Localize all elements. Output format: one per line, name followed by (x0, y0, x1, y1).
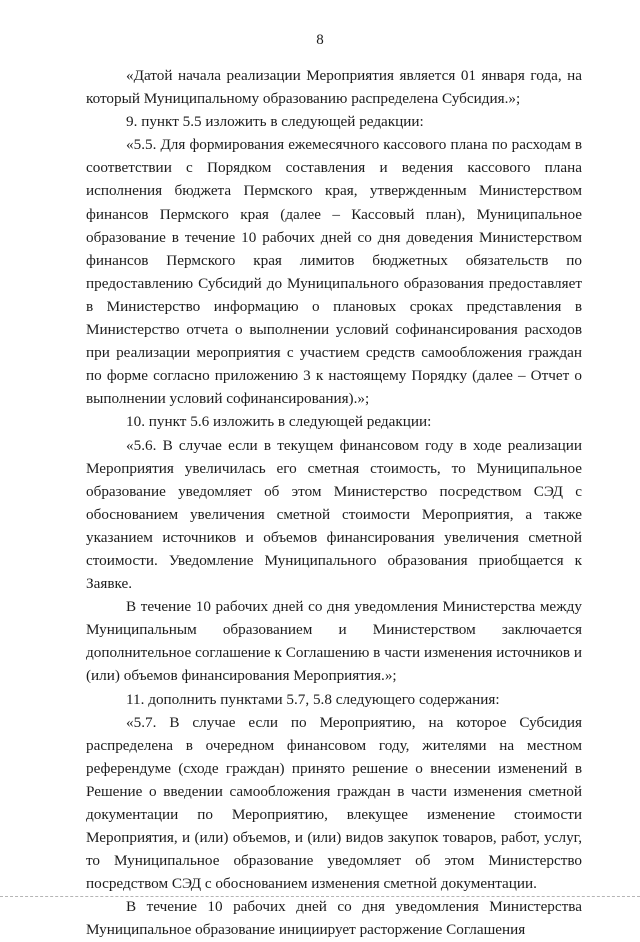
paragraph-clause-5-5: «5.5. Для формирования ежемесячного кассового плана по расходам в соответствии с Порядком составления и ведения кассового плана исполнения бюджета Пермского края, утвержденным Министерством финансов Пермского края (далее – Кассовый план), Муниципальное образование в течение 10 рабочих дней со дня доведения Министерством финансов Пермского края лимитов бюджетных обязательств по предоставлению Субсидий до Муниципального образования предоставляет в Министерство информацию о плановых сроках представления в Министерство отчета о выполнении условий софинансирования расходов при реализации мероприятия с участием средств самообложения граждан по форме согласно приложению 3 к настоящему Порядку (далее – Отчет о выполнении условий софинансирования).»; (86, 136, 582, 408)
paragraph-termination: В течение 10 рабочих дней со дня уведомления Министерства Муниципальное образование инициирует расторжение Соглашения (86, 898, 582, 939)
paragraph-clause-5-7: «5.7. В случае если по Мероприятию, на которое Субсидия распределена в очередном финансовом году, жителями на местном референдуме (сходе граждан) принято решение о внесении изменений в Решение о введении самообложения граждан в части изменения сметной документации по Мероприятию, влекущее изменение стоимости Мероприятия, и (или) объемов, и (или) видов закупок товаров, работ, услуг, то Муниципальное образование уведомляет об этом Министерство посредством СЭД с обоснованием изменения сметной документации. (86, 713, 582, 893)
page-number: 8 (316, 32, 324, 48)
document-body (86, 64, 582, 942)
paragraph-item-11-heading: 11. дополнить пунктами 5.7, 5.8 следующего содержания: (126, 690, 500, 708)
scan-edge-divider (0, 896, 640, 897)
paragraph-clause-5-6: «5.6. В случае если в текущем финансовом году в ходе реализации Мероприятия увеличилась его сметная стоимость, то Муниципальное образование уведомляет об этом Министерство посредством СЭД с обоснованием увеличения сметной стоимости Мероприятия, а также указанием источников и объемов финансирования увеличения сметной стоимости. Уведомление Муниципального образования приобщается к Заявке. (86, 436, 582, 593)
paragraph-subsidy-start-date: «Датой начала реализации Мероприятия является 01 января года, на который Муниципальному образованию распределена Субсидия.»; (86, 67, 582, 108)
paragraph-item-9-heading: 9. пункт 5.5 изложить в следующей редакции: (126, 113, 424, 131)
paragraph-additional-agreement: В течение 10 рабочих дней со дня уведомления Министерства между Муниципальным образованием и Министерством заключается дополнительное соглашение к Соглашению в части изменения источников и (или) объемов финансирования Мероприятия.»; (86, 598, 582, 685)
paragraph-item-10-heading: 10. пункт 5.6 изложить в следующей редакции: (126, 413, 432, 431)
